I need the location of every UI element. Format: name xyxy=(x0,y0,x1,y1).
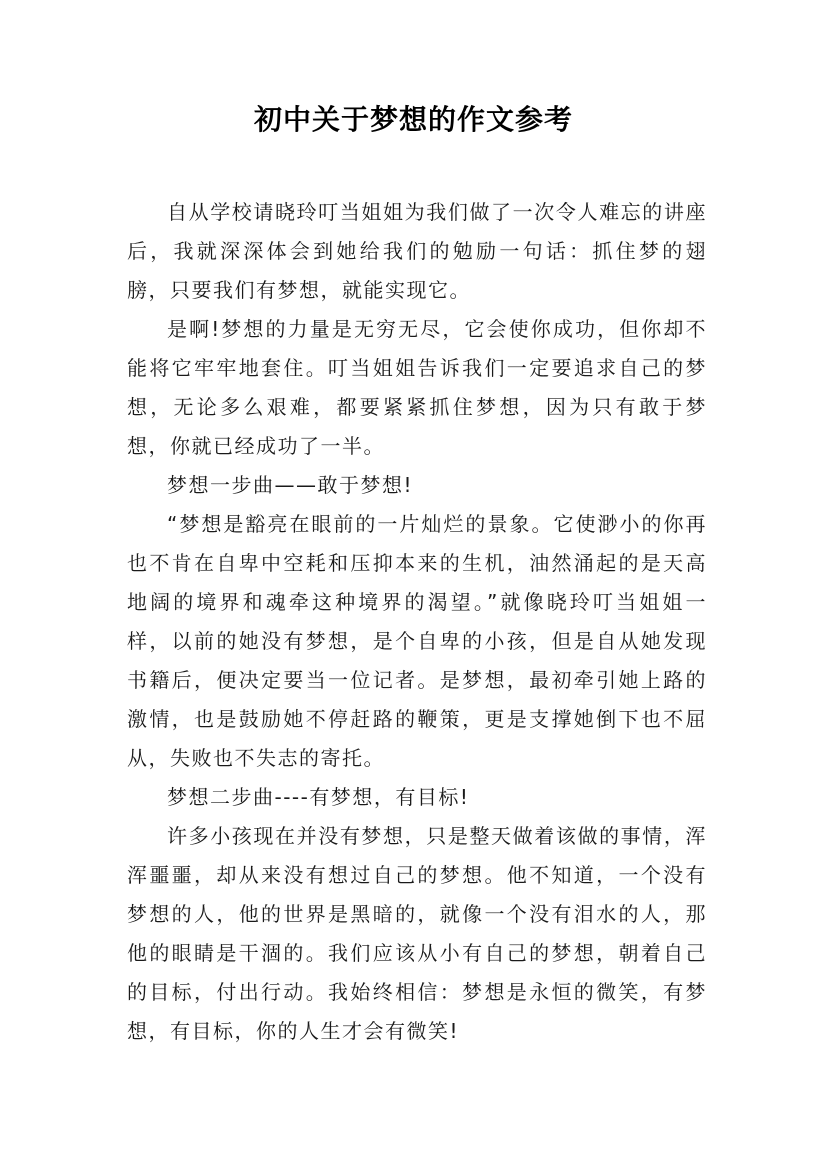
document-title: 初中关于梦想的作文参考 xyxy=(253,103,573,136)
paragraph-step-two: 许多小孩现在并没有梦想，只是整天做着该做的事情，浑浑噩噩，却从来没有想过自己的梦想。他不知道，一个没有梦想的人，他的世界是黑暗的，就像一个没有泪水的人，那他的眼睛是干涸的。我们应该从小有自己的梦想，朝着自己的目标，付出行动。我始终相信：梦想是永恒的微笑，有梦想，有目标，你的人生才会有微笑! xyxy=(127,824,707,1043)
document-body xyxy=(127,193,707,1051)
paragraph-power-of-dream: 是啊!梦想的力量是无穷无尽，它会使你成功，但你却不能将它牢牢地套住。叮当姐姐告诉我们一定要追求自己的梦想，无论多么艰难，都要紧紧抓住梦想，因为只有敢于梦想，你就已经成功了一半。 xyxy=(127,317,707,458)
section-heading-step-one: 梦想一步曲——敢于梦想! xyxy=(167,473,414,497)
section-heading-step-two: 梦想二步曲----有梦想，有目标! xyxy=(167,785,470,809)
paragraph-intro: 自从学校请晓玲叮当姐姐为我们做了一次令人难忘的讲座后，我就深深体会到她给我们的勉励一句话：抓住梦的翅膀，只要我们有梦想，就能实现它。 xyxy=(127,200,707,302)
paragraph-step-one: “梦想是豁亮在眼前的一片灿烂的景象。它使渺小的你再也不肯在自卑中空耗和压抑本来的生机，油然涌起的是天高地阔的境界和魂牵这种境界的渴望。”就像晓玲叮当姐姐一样，以前的她没有梦想，是个自卑的小孩，但是自从她发现书籍后，便决定要当一位记者。是梦想，最初牵引她上路的激情，也是鼓励她不停赶路的鞭策，更是支撑她倒下也不屈从，失败也不失志的寄托。 xyxy=(127,512,707,770)
